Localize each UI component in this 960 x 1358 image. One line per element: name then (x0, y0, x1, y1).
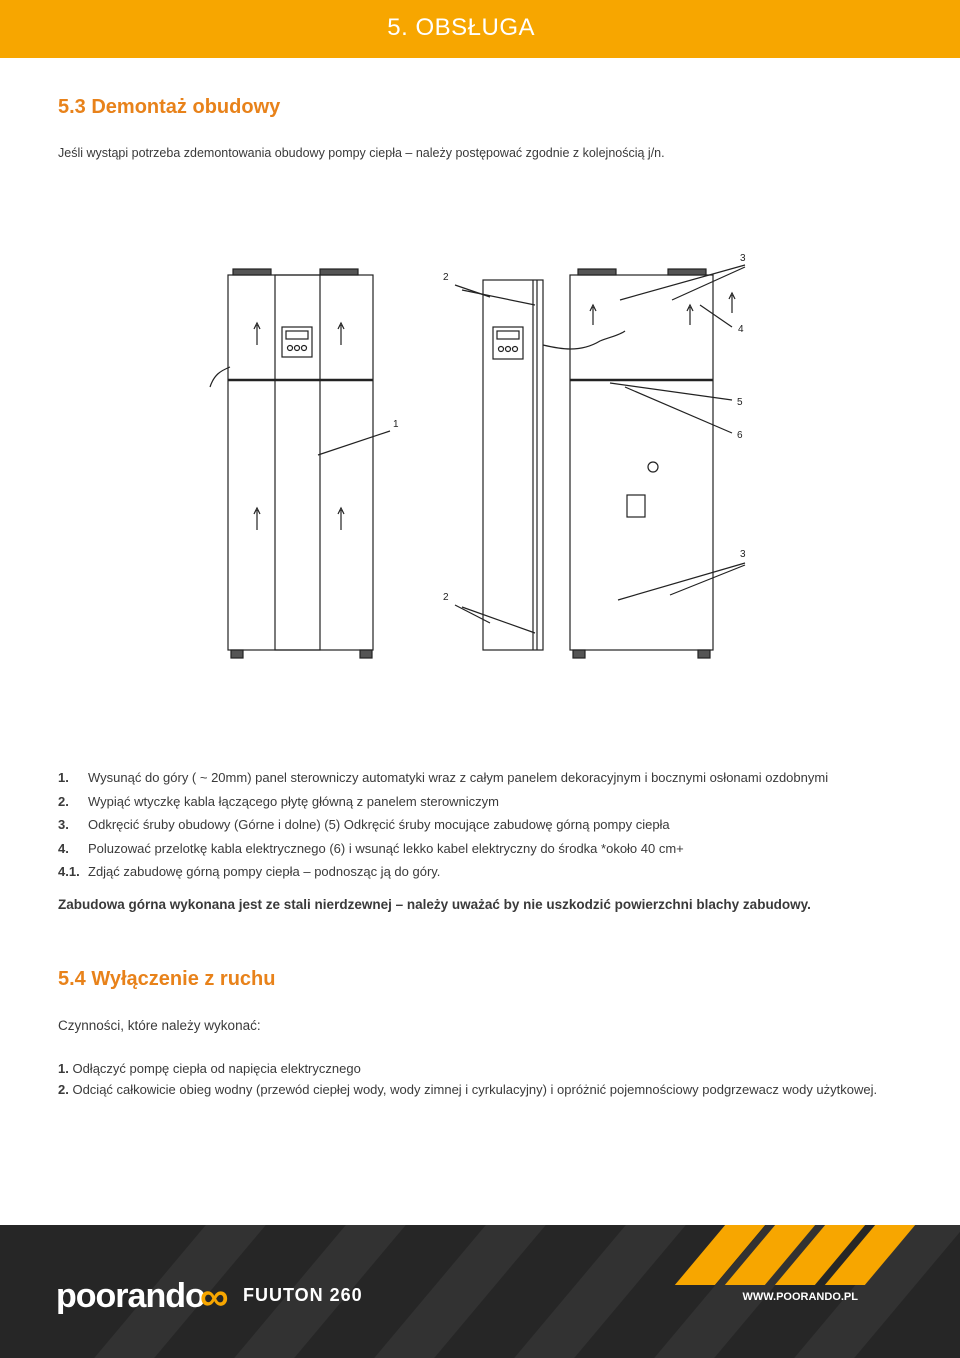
chapter-title: 5. OBSŁUGA (387, 14, 535, 41)
callout-label: 5 (737, 397, 743, 408)
section-intro: Jeśli wystąpi potrzeba zdemontowania obudowy pompy ciepła – należy postępować zgodnie z kolejnością j/n. (58, 146, 665, 160)
step-number: 2. (58, 1082, 69, 1097)
side-view-body (483, 280, 543, 650)
step-text: Odłączyć pompę ciepła od napięcia elektrycznego (72, 1061, 361, 1076)
website-link[interactable]: WWW.POORANDO.PL (742, 1291, 858, 1303)
shutdown-steps (58, 1058, 877, 1100)
list-item (58, 766, 828, 790)
callout-label: 2 (443, 272, 449, 283)
infinity-logo-icon: ∞ (200, 1275, 229, 1319)
step-text: Zdjąć zabudowę górną pompy ciepła – podnosząc ją do góry. (88, 864, 441, 879)
list-item (58, 790, 828, 814)
step-text: Poluzować przelotkę kabla elektrycznego (6) i wsunąć lekko kabel elektryczny do środka *około 40 cm+ (88, 840, 684, 856)
section-intro: Czynności, które należy wykonać: (58, 1018, 261, 1033)
step-number: 2. (58, 793, 69, 809)
callout-label: 4 (738, 324, 744, 335)
section-heading-5-3: 5.3 Demontaż obudowy (58, 96, 281, 118)
step-number: 3. (58, 817, 69, 832)
callout-label: 1 (393, 419, 399, 430)
step-number: 4. (58, 840, 69, 856)
heat-pump-diagram (200, 245, 760, 665)
brand-logo: poorando (56, 1277, 205, 1315)
callout-label: 2 (443, 592, 449, 603)
callout-label: 6 (737, 430, 743, 441)
step-number: 1. (58, 770, 69, 785)
step-text: Wypiąć wtyczkę kabla łączącego płytę główną z panelem sterowniczym (88, 793, 500, 809)
callout-label: 3 (740, 253, 746, 264)
page-footer (0, 1225, 960, 1358)
step-number: 4.1. (58, 864, 80, 879)
list-item (58, 860, 828, 884)
step-text: Odkręcić śruby obudowy (Górne i dolne) (5) Odkręcić śruby mocujące zabudowę górną pompy ciepła (88, 817, 670, 832)
list-item (58, 1079, 877, 1100)
list-item (58, 1058, 877, 1079)
step-text: Odciąć całkowicie obieg wodny (przewód ciepłej wody, wody zimnej i cyrkulacyjny) i opróżnić pojemnościowy podgrzewacz wody użytkowej. (72, 1082, 878, 1097)
disassembly-steps (58, 766, 828, 884)
list-item (58, 813, 828, 837)
product-name: FUUTON 260 (243, 1285, 363, 1305)
section-heading-5-4: 5.4 Wyłączenie z ruchu (58, 968, 276, 990)
warning-note: Zabudowa górna wykonana jest ze stali nierdzewnej – należy uważać by nie uszkodzić powierzchni blachy zabudowy. (58, 897, 811, 912)
callout-label: 3 (740, 549, 746, 560)
step-text: Wysunąć do góry ( ~ 20mm) panel sterowniczy automatyki wraz z całym panelem dekoracyjnym i bocznymi osłonami ozdobnymi (88, 770, 829, 785)
step-number: 1. (58, 1061, 69, 1076)
page-header (0, 0, 960, 58)
list-item (58, 837, 828, 861)
